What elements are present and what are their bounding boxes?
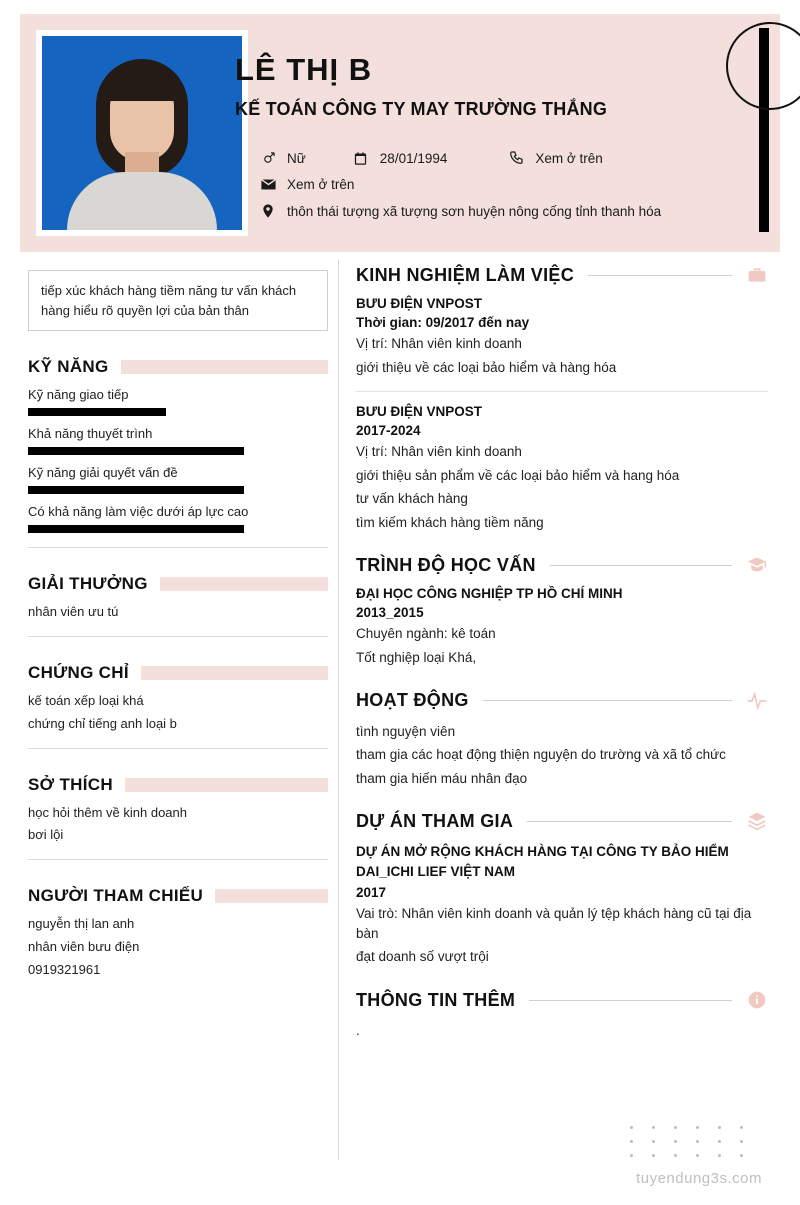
experience-title: KINH NGHIỆM LÀM VIỆC xyxy=(356,264,575,285)
references-title-bar xyxy=(215,889,328,903)
photo-image xyxy=(42,36,242,230)
skill-item xyxy=(28,465,328,494)
experience-line: giới thiệu sản phẩm về các loại bảo hiểm và hang hóa xyxy=(356,467,680,483)
section-experience xyxy=(356,264,768,532)
additional-line: . xyxy=(356,1023,360,1038)
portrait-fringe xyxy=(103,71,181,101)
pulse-icon xyxy=(746,690,768,712)
experience-company: BƯU ĐIỆN VNPOST xyxy=(356,404,482,420)
awards-title-text: GIẢI THƯỞNG xyxy=(28,574,148,593)
experience-item xyxy=(356,404,768,532)
left-column xyxy=(28,270,328,980)
location-icon xyxy=(257,203,279,219)
layers-icon xyxy=(746,810,768,832)
projects-rule xyxy=(527,821,732,822)
additional-title: THÔNG TIN THÊM xyxy=(356,989,516,1010)
education-school: ĐẠI HỌC CÔNG NGHIỆP TP HỒ CHÍ MINH xyxy=(356,586,623,602)
experience-rule xyxy=(588,275,732,276)
column-divider xyxy=(338,260,339,1160)
skill-name: Kỹ năng giải quyết vấn đề xyxy=(28,465,178,480)
reference-item: nhân viên bưu điện xyxy=(28,939,140,955)
candidate-job-title: KẾ TOÁN CÔNG TY MAY TRƯỜNG THẮNG xyxy=(235,99,608,119)
summary-box: tiếp xúc khách hàng tiềm năng tư vấn khách hàng hiểu rõ quyền lợi của bản thân xyxy=(28,270,328,331)
certificate-item: chứng chỉ tiếng anh loại b xyxy=(28,715,177,731)
skill-level-bar xyxy=(28,486,244,494)
experience-line: tư vấn khách hàng xyxy=(356,491,468,507)
skill-item xyxy=(28,504,328,533)
projects-title: DỰ ÁN THAM GIA xyxy=(356,810,514,831)
right-column xyxy=(356,264,768,1045)
section-additional-info xyxy=(356,989,768,1041)
experience-separator xyxy=(356,391,768,392)
gender-icon xyxy=(257,151,279,166)
education-period: 2013_2015 xyxy=(356,605,424,621)
section-references-title xyxy=(28,886,328,906)
watermark-text: tuyendung3s.com xyxy=(636,1170,762,1187)
project-year: 2017 xyxy=(356,885,387,901)
experience-item xyxy=(356,296,768,377)
award-item: nhân viên ưu tú xyxy=(28,604,119,619)
activity-line: tham gia các hoạt động thiện nguyện do trường và xã tổ chức xyxy=(356,747,726,763)
left-rule xyxy=(28,547,328,548)
section-hobbies-title xyxy=(28,775,328,795)
education-rule xyxy=(550,565,732,566)
education-line: Tốt nghiệp loại Khá, xyxy=(356,649,477,665)
certificates-title-bar xyxy=(141,666,328,680)
activity-line: tình nguyện viên xyxy=(356,723,456,739)
skill-item xyxy=(28,387,328,416)
contact-gender xyxy=(257,151,306,166)
header-text-block xyxy=(235,34,755,120)
reference-item: 0919321961 xyxy=(28,961,101,977)
contact-row-2 xyxy=(257,176,757,193)
briefcase-icon xyxy=(746,264,768,286)
experience-company: BƯU ĐIỆN VNPOST xyxy=(356,296,482,311)
candidate-name: LÊ THỊ B xyxy=(235,52,373,87)
section-projects xyxy=(356,810,768,967)
section-awards-title xyxy=(28,574,328,594)
portrait-shoulders xyxy=(67,172,217,230)
experience-period: Thời gian: 09/2017 đến nay xyxy=(356,315,530,330)
watermark xyxy=(630,1126,762,1187)
skill-item xyxy=(28,426,328,455)
skills-title-text: KỸ NĂNG xyxy=(28,357,109,376)
skill-name: Kỹ năng giao tiếp xyxy=(28,387,129,402)
section-activities xyxy=(356,690,768,789)
contact-phone xyxy=(505,150,602,166)
activities-rule xyxy=(483,700,732,701)
additional-header xyxy=(356,989,768,1011)
activity-line: tham gia hiến máu nhân đạo xyxy=(356,770,528,786)
contact-email-text: Xem ở trên xyxy=(287,177,355,192)
awards-title-bar xyxy=(160,577,328,591)
skills-title-bar xyxy=(121,360,329,374)
education-line: Chuyên ngành: kê toán xyxy=(356,626,496,642)
hobbies-title-bar xyxy=(125,778,328,792)
project-name: DỰ ÁN MỞ RỘNG KHÁCH HÀNG TẠI CÔNG TY BẢO HIỂM DAI_ICHI LIEF VIỆT NAM xyxy=(356,844,729,879)
contact-birthday xyxy=(350,151,448,166)
info-icon xyxy=(746,989,768,1011)
graduation-cap-icon xyxy=(746,554,768,576)
phone-icon xyxy=(505,150,527,166)
skill-level-bar xyxy=(28,408,166,416)
reference-item: nguyễn thị lan anh xyxy=(28,916,135,932)
left-rule xyxy=(28,748,328,749)
profile-photo xyxy=(36,30,248,236)
contact-block xyxy=(257,150,757,229)
contact-gender-text: Nữ xyxy=(287,150,306,166)
skill-level-bar xyxy=(28,525,244,533)
contact-address-text: thôn thái tượng xã tượng sơn huyện nông cống tỉnh thanh hóa xyxy=(287,203,662,219)
left-rule xyxy=(28,636,328,637)
contact-row-3 xyxy=(257,203,757,219)
hobby-item: học hỏi thêm về kinh doanh xyxy=(28,804,187,820)
experience-header xyxy=(356,264,768,286)
project-line: Vai trò: Nhân viên kinh doanh và quản lý tệp khách hàng cũ tại địa bàn xyxy=(356,906,752,941)
projects-header xyxy=(356,810,768,832)
section-skills-title xyxy=(28,357,328,377)
contact-row-1 xyxy=(257,150,757,166)
contact-email xyxy=(257,176,354,193)
section-education xyxy=(356,554,768,667)
contact-phone-text: Xem ở trên xyxy=(535,150,603,166)
contact-address xyxy=(257,203,661,219)
activities-title: HOẠT ĐỘNG xyxy=(356,690,469,710)
calendar-icon xyxy=(350,151,372,166)
experience-period: 2017-2024 xyxy=(356,423,421,439)
project-line: đạt doanh số vượt trội xyxy=(356,949,489,965)
references-title-text: NGƯỜI THAM CHIẾU xyxy=(28,886,204,906)
skill-name: Khả năng thuyết trình xyxy=(28,426,153,441)
experience-line: giới thiệu về các loại bảo hiểm và hàng hóa xyxy=(356,359,617,375)
additional-rule xyxy=(529,1000,732,1001)
skill-name: Có khả năng làm việc dưới áp lực cao xyxy=(28,504,249,519)
email-icon xyxy=(257,176,279,193)
hobby-item: bơi lội xyxy=(28,827,64,843)
experience-line: Vị trí: Nhân viên kinh doanh xyxy=(356,336,522,351)
hobbies-title-text: SỞ THÍCH xyxy=(28,774,113,794)
watermark-dots xyxy=(630,1126,762,1168)
skill-level-bar xyxy=(28,447,244,455)
education-title: TRÌNH ĐỘ HỌC VẤN xyxy=(356,554,536,575)
activities-header xyxy=(356,690,768,712)
left-rule xyxy=(28,859,328,860)
section-certificates-title xyxy=(28,663,328,683)
contact-birthday-text: 28/01/1994 xyxy=(379,150,448,166)
certificate-item: kế toán xếp loại khá xyxy=(28,692,144,708)
certificates-title-text: CHỨNG CHỈ xyxy=(28,662,129,682)
experience-line: Vị trí: Nhân viên kinh doanh xyxy=(356,444,522,460)
education-header xyxy=(356,554,768,576)
experience-line: tìm kiếm khách hàng tiềm năng xyxy=(356,514,544,530)
